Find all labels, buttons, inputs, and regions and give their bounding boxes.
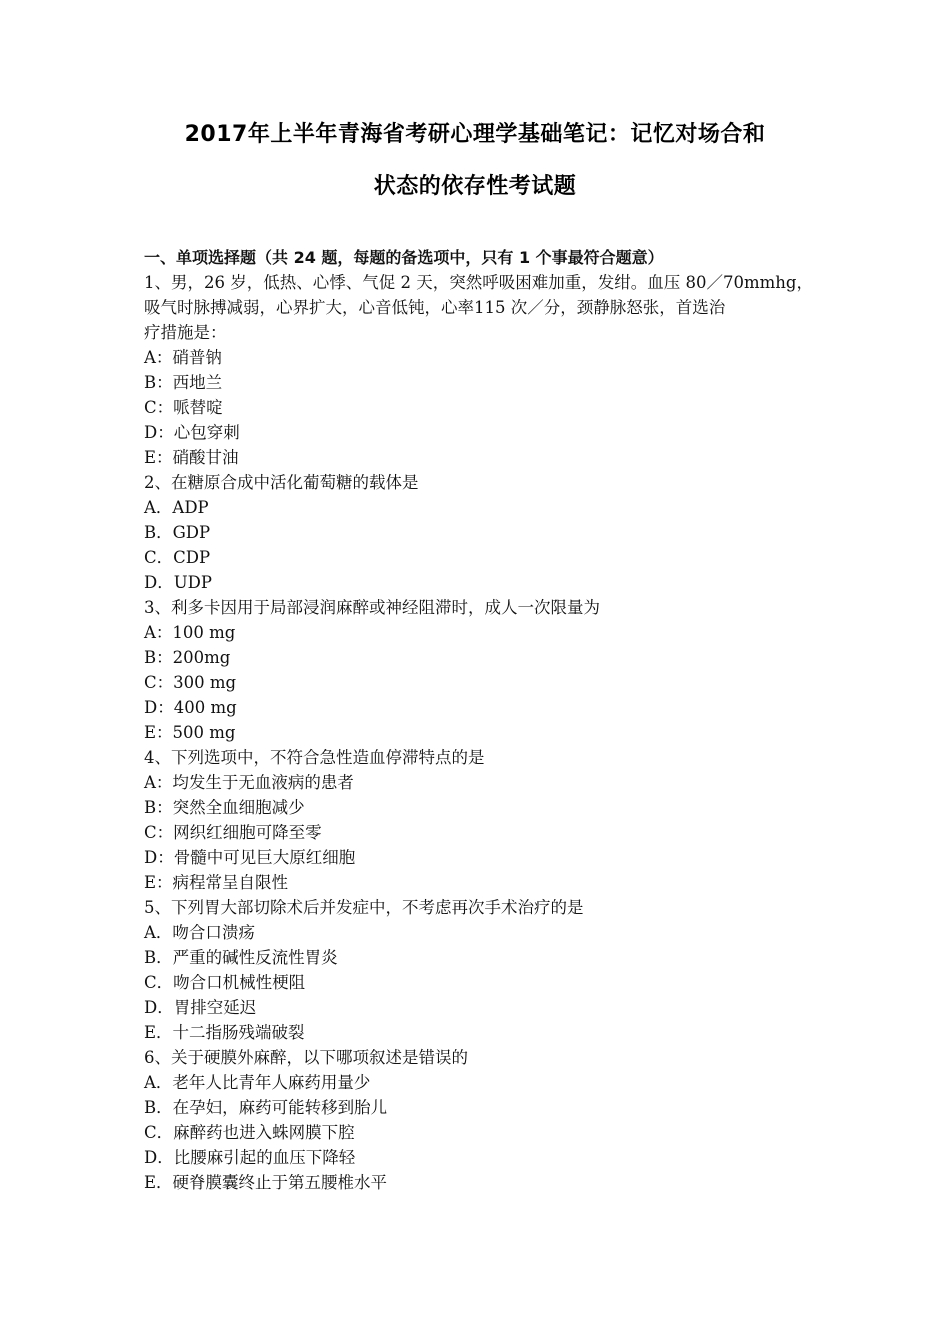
question-option: C：300 mg bbox=[144, 673, 237, 692]
question-option: A．老年人比青年人麻药用量少 bbox=[144, 1073, 371, 1092]
document-title-line-1: 2017年上半年青海省考研心理学基础笔记：记忆对场合和 bbox=[184, 122, 766, 147]
question-option: A．ADP bbox=[144, 498, 209, 517]
question-option: D：400 mg bbox=[144, 698, 237, 717]
question-option: B：突然全血细胞减少 bbox=[144, 798, 305, 817]
question-3 bbox=[144, 595, 820, 745]
question-option: A：硝普钠 bbox=[144, 348, 222, 367]
question-stem-line: 4、下列选项中，不符合急性造血停滞特点的是 bbox=[144, 748, 485, 767]
question-option: E：病程常呈自限性 bbox=[144, 873, 289, 892]
question-option: B．在孕妇，麻药可能转移到胎儿 bbox=[144, 1098, 388, 1117]
question-option: C：哌替啶 bbox=[144, 398, 223, 417]
section-heading: 一、单项选择题（共 24 题，每题的备选项中，只有 1 个事最符合题意） bbox=[144, 248, 664, 267]
question-option: B：西地兰 bbox=[144, 373, 223, 392]
question-stem-line: 5、下列胃大部切除术后并发症中，不考虑再次手术治疗的是 bbox=[144, 898, 584, 917]
question-option: E：硝酸甘油 bbox=[144, 448, 239, 467]
question-2 bbox=[144, 470, 820, 595]
question-option: D．比腰麻引起的血压下降轻 bbox=[144, 1148, 356, 1167]
question-stem-line: 2、在糖原合成中活化葡萄糖的载体是 bbox=[144, 473, 419, 492]
question-option: E：500 mg bbox=[144, 723, 236, 742]
question-1 bbox=[144, 270, 820, 470]
question-option: C．CDP bbox=[144, 548, 211, 567]
question-5 bbox=[144, 895, 820, 1045]
question-stem-line: 6、关于硬膜外麻醉，以下哪项叙述是错误的 bbox=[144, 1048, 468, 1067]
question-6 bbox=[144, 1045, 820, 1195]
question-option: D．UDP bbox=[144, 573, 212, 592]
question-stem-line: 吸气时脉搏减弱，心界扩大，心音低钝，心率115 次／分，颈静脉怒张，首选治 bbox=[144, 298, 726, 317]
question-stem-line: 疗措施是： bbox=[144, 323, 227, 342]
question-option: E．十二指肠残端破裂 bbox=[144, 1023, 305, 1042]
question-option: C：网织红细胞可降至零 bbox=[144, 823, 322, 842]
question-stem-line: 1、男，26 岁，低热、心悸、气促 2 天，突然呼吸困难加重，发绀。血压 80／70mmhg， bbox=[144, 273, 813, 292]
question-option: A：均发生于无血液病的患者 bbox=[144, 773, 354, 792]
question-stem-line: 3、利多卡因用于局部浸润麻醉或神经阻滞时，成人一次限量为 bbox=[144, 598, 600, 617]
question-option: B．GDP bbox=[144, 523, 211, 542]
question-option: B．严重的碱性反流性胃炎 bbox=[144, 948, 338, 967]
question-option: A：100 mg bbox=[144, 623, 236, 642]
question-4 bbox=[144, 745, 820, 895]
question-option: A．吻合口溃疡 bbox=[144, 923, 255, 942]
question-option: D：骨髓中可见巨大原红细胞 bbox=[144, 848, 356, 867]
document-title-line-2: 状态的依存性考试题 bbox=[373, 174, 577, 199]
question-option: E．硬脊膜囊终止于第五腰椎水平 bbox=[144, 1173, 388, 1192]
question-option: C．吻合口机械性梗阻 bbox=[144, 973, 306, 992]
question-option: D．胃排空延迟 bbox=[144, 998, 257, 1017]
question-option: C．麻醉药也进入蛛网膜下腔 bbox=[144, 1123, 355, 1142]
document-body bbox=[144, 245, 820, 1195]
question-option: B：200mg bbox=[144, 648, 231, 667]
question-option: D：心包穿刺 bbox=[144, 423, 240, 442]
